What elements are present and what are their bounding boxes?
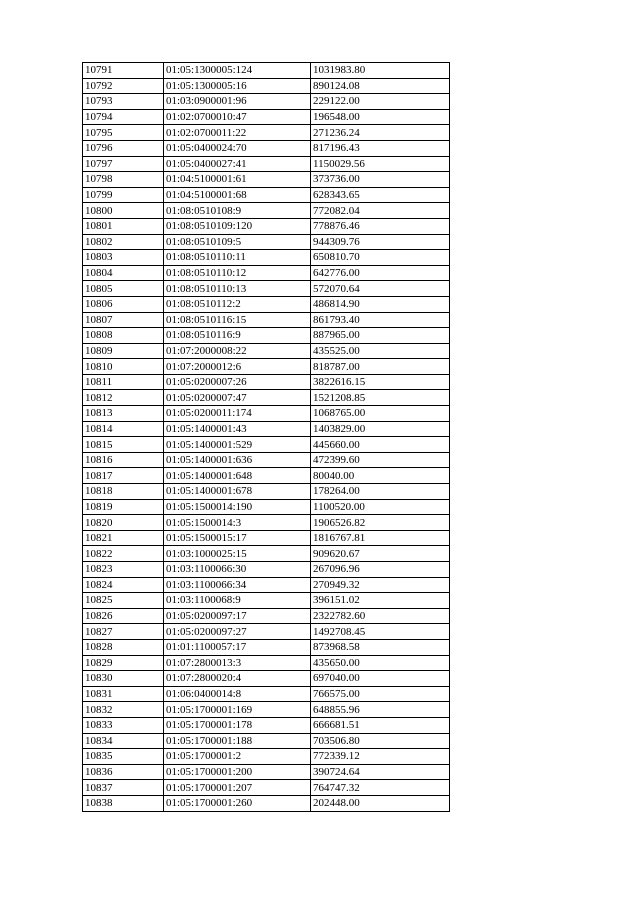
table-row (83, 749, 450, 765)
table-row (83, 515, 450, 531)
value-cell: 229122.00 (311, 94, 450, 110)
cadastral-number-cell: 01:05:1700001:188 (164, 733, 311, 749)
row-number-cell: 10835 (83, 749, 164, 765)
row-number-cell: 10791 (83, 63, 164, 79)
cadastral-number-cell: 01:03:1100066:30 (164, 562, 311, 578)
cadastral-number-cell: 01:03:1000025:15 (164, 546, 311, 562)
value-cell: 764747.32 (311, 780, 450, 796)
row-number-cell: 10793 (83, 94, 164, 110)
table-row (83, 624, 450, 640)
row-number-cell: 10820 (83, 515, 164, 531)
table-row (83, 655, 450, 671)
cadastral-number-cell: 01:07:2800013:3 (164, 655, 311, 671)
cadastral-number-cell: 01:05:1400001:678 (164, 484, 311, 500)
value-cell: 396151.02 (311, 593, 450, 609)
cadastral-number-cell: 01:05:0400027:41 (164, 156, 311, 172)
value-cell: 628343.65 (311, 187, 450, 203)
value-cell: 1100520.00 (311, 499, 450, 515)
table-row (83, 702, 450, 718)
row-number-cell: 10833 (83, 717, 164, 733)
row-number-cell: 10805 (83, 281, 164, 297)
row-number-cell: 10812 (83, 390, 164, 406)
row-number-cell: 10829 (83, 655, 164, 671)
value-cell: 648855.96 (311, 702, 450, 718)
value-cell: 196548.00 (311, 109, 450, 125)
cadastral-number-cell: 01:05:1500015:17 (164, 530, 311, 546)
table-row (83, 218, 450, 234)
cadastral-number-cell: 01:05:1500014:190 (164, 499, 311, 515)
table-row (83, 265, 450, 281)
value-cell: 861793.40 (311, 312, 450, 328)
value-cell: 271236.24 (311, 125, 450, 141)
table-row (83, 78, 450, 94)
table-row (83, 795, 450, 811)
row-number-cell: 10814 (83, 421, 164, 437)
cadastral-number-cell: 01:01:1100057:17 (164, 639, 311, 655)
value-cell: 1906526.82 (311, 515, 450, 531)
value-cell: 1403829.00 (311, 421, 450, 437)
value-cell: 772339.12 (311, 749, 450, 765)
row-number-cell: 10826 (83, 608, 164, 624)
value-cell: 1521208.85 (311, 390, 450, 406)
value-cell: 818787.00 (311, 359, 450, 375)
table-row (83, 203, 450, 219)
table-row (83, 63, 450, 79)
row-number-cell: 10816 (83, 452, 164, 468)
row-number-cell: 10806 (83, 296, 164, 312)
value-cell: 642776.00 (311, 265, 450, 281)
table-row (83, 406, 450, 422)
value-cell: 666681.51 (311, 717, 450, 733)
value-cell: 766575.00 (311, 686, 450, 702)
table-row (83, 484, 450, 500)
table-row (83, 359, 450, 375)
value-cell: 650810.70 (311, 250, 450, 266)
value-cell: 373736.00 (311, 172, 450, 188)
table-row (83, 140, 450, 156)
row-number-cell: 10799 (83, 187, 164, 203)
value-cell: 572070.64 (311, 281, 450, 297)
row-number-cell: 10807 (83, 312, 164, 328)
value-cell: 890124.08 (311, 78, 450, 94)
table-row (83, 312, 450, 328)
cadastral-number-cell: 01:06:0400014:8 (164, 686, 311, 702)
row-number-cell: 10827 (83, 624, 164, 640)
table-row (83, 671, 450, 687)
row-number-cell: 10810 (83, 359, 164, 375)
row-number-cell: 10796 (83, 140, 164, 156)
cadastral-number-cell: 01:05:1700001:207 (164, 780, 311, 796)
cadastral-number-cell: 01:05:1700001:178 (164, 717, 311, 733)
row-number-cell: 10797 (83, 156, 164, 172)
value-cell: 435525.00 (311, 343, 450, 359)
cadastral-number-cell: 01:02:0700010:47 (164, 109, 311, 125)
value-cell: 2322782.60 (311, 608, 450, 624)
table-row (83, 94, 450, 110)
table-row (83, 234, 450, 250)
table-row (83, 577, 450, 593)
cadastral-number-cell: 01:07:2000008:22 (164, 343, 311, 359)
cadastral-number-cell: 01:05:1400001:648 (164, 468, 311, 484)
cadastral-number-cell: 01:07:2800020:4 (164, 671, 311, 687)
table-row (83, 764, 450, 780)
cadastral-number-cell: 01:04:5100001:61 (164, 172, 311, 188)
cadastral-number-cell: 01:05:1700001:260 (164, 795, 311, 811)
cadastral-number-cell: 01:08:0510110:11 (164, 250, 311, 266)
cadastral-number-cell: 01:04:5100001:68 (164, 187, 311, 203)
table-row (83, 468, 450, 484)
value-cell: 1816767.81 (311, 530, 450, 546)
value-cell: 80040.00 (311, 468, 450, 484)
value-cell: 1150029.56 (311, 156, 450, 172)
row-number-cell: 10792 (83, 78, 164, 94)
row-number-cell: 10819 (83, 499, 164, 515)
cadastral-number-cell: 01:05:0200011:174 (164, 406, 311, 422)
value-cell: 390724.64 (311, 764, 450, 780)
cadastral-number-cell: 01:03:1100066:34 (164, 577, 311, 593)
value-cell: 873968.58 (311, 639, 450, 655)
row-number-cell: 10802 (83, 234, 164, 250)
table-row (83, 109, 450, 125)
value-cell: 445660.00 (311, 437, 450, 453)
value-cell: 944309.76 (311, 234, 450, 250)
table-row (83, 562, 450, 578)
table-row (83, 717, 450, 733)
table-body (83, 63, 450, 812)
table-row (83, 639, 450, 655)
value-cell: 772082.04 (311, 203, 450, 219)
cadastral-number-cell: 01:05:1700001:169 (164, 702, 311, 718)
value-cell: 697040.00 (311, 671, 450, 687)
table-row (83, 593, 450, 609)
value-cell: 1068765.00 (311, 406, 450, 422)
row-number-cell: 10795 (83, 125, 164, 141)
cadastral-number-cell: 01:08:0510116:9 (164, 328, 311, 344)
table-row (83, 686, 450, 702)
cadastral-number-cell: 01:08:0510110:12 (164, 265, 311, 281)
row-number-cell: 10801 (83, 218, 164, 234)
value-cell: 778876.46 (311, 218, 450, 234)
value-cell: 486814.90 (311, 296, 450, 312)
row-number-cell: 10815 (83, 437, 164, 453)
cadastral-number-cell: 01:07:2000012:6 (164, 359, 311, 375)
row-number-cell: 10808 (83, 328, 164, 344)
cadastral-number-cell: 01:08:0510110:13 (164, 281, 311, 297)
cadastral-number-cell: 01:05:1300005:124 (164, 63, 311, 79)
row-number-cell: 10822 (83, 546, 164, 562)
row-number-cell: 10828 (83, 639, 164, 655)
row-number-cell: 10832 (83, 702, 164, 718)
cadastral-number-cell: 01:08:0510109:120 (164, 218, 311, 234)
row-number-cell: 10836 (83, 764, 164, 780)
value-cell: 435650.00 (311, 655, 450, 671)
cadastral-number-cell: 01:05:0200097:17 (164, 608, 311, 624)
table-row (83, 780, 450, 796)
row-number-cell: 10831 (83, 686, 164, 702)
row-number-cell: 10818 (83, 484, 164, 500)
table-row (83, 296, 450, 312)
value-cell: 202448.00 (311, 795, 450, 811)
row-number-cell: 10824 (83, 577, 164, 593)
row-number-cell: 10803 (83, 250, 164, 266)
row-number-cell: 10817 (83, 468, 164, 484)
value-cell: 703506.80 (311, 733, 450, 749)
cadastral-number-cell: 01:08:0510112:2 (164, 296, 311, 312)
value-cell: 3822616.15 (311, 374, 450, 390)
table-row (83, 733, 450, 749)
cadastral-number-cell: 01:03:0900001:96 (164, 94, 311, 110)
row-number-cell: 10823 (83, 562, 164, 578)
value-cell: 887965.00 (311, 328, 450, 344)
row-number-cell: 10804 (83, 265, 164, 281)
cadastral-number-cell: 01:08:0510109:5 (164, 234, 311, 250)
table-row (83, 452, 450, 468)
cadastral-number-cell: 01:08:0510116:15 (164, 312, 311, 328)
cadastral-number-cell: 01:05:0200097:27 (164, 624, 311, 640)
value-cell: 909620.67 (311, 546, 450, 562)
row-number-cell: 10800 (83, 203, 164, 219)
cadastral-number-cell: 01:05:0200007:47 (164, 390, 311, 406)
table-row (83, 390, 450, 406)
row-number-cell: 10825 (83, 593, 164, 609)
value-cell: 267096.96 (311, 562, 450, 578)
value-cell: 1031983.80 (311, 63, 450, 79)
cadastral-number-cell: 01:02:0700011:22 (164, 125, 311, 141)
cadastral-number-cell: 01:05:1400001:636 (164, 452, 311, 468)
value-cell: 817196.43 (311, 140, 450, 156)
cadastral-number-cell: 01:05:0400024:70 (164, 140, 311, 156)
row-number-cell: 10838 (83, 795, 164, 811)
row-number-cell: 10834 (83, 733, 164, 749)
cadastral-number-cell: 01:05:1700001:200 (164, 764, 311, 780)
row-number-cell: 10821 (83, 530, 164, 546)
cadastral-number-cell: 01:05:1400001:529 (164, 437, 311, 453)
row-number-cell: 10813 (83, 406, 164, 422)
data-table (82, 62, 450, 812)
cadastral-number-cell: 01:03:1100068:9 (164, 593, 311, 609)
value-cell: 270949.32 (311, 577, 450, 593)
table-row (83, 421, 450, 437)
cadastral-number-cell: 01:05:1300005:16 (164, 78, 311, 94)
cadastral-number-cell: 01:08:0510108:9 (164, 203, 311, 219)
table-row (83, 172, 450, 188)
table-row (83, 187, 450, 203)
row-number-cell: 10809 (83, 343, 164, 359)
table-row (83, 546, 450, 562)
table-row (83, 437, 450, 453)
cadastral-number-cell: 01:05:1400001:43 (164, 421, 311, 437)
row-number-cell: 10794 (83, 109, 164, 125)
value-cell: 472399.60 (311, 452, 450, 468)
table-row (83, 125, 450, 141)
row-number-cell: 10837 (83, 780, 164, 796)
value-cell: 1492708.45 (311, 624, 450, 640)
cadastral-number-cell: 01:05:1700001:2 (164, 749, 311, 765)
table-row (83, 374, 450, 390)
row-number-cell: 10798 (83, 172, 164, 188)
table-row (83, 530, 450, 546)
cadastral-number-cell: 01:05:1500014:3 (164, 515, 311, 531)
table-row (83, 328, 450, 344)
table-row (83, 343, 450, 359)
table-row (83, 281, 450, 297)
row-number-cell: 10830 (83, 671, 164, 687)
value-cell: 178264.00 (311, 484, 450, 500)
cadastral-number-cell: 01:05:0200007:26 (164, 374, 311, 390)
table-row (83, 156, 450, 172)
table-row (83, 499, 450, 515)
table-row (83, 250, 450, 266)
row-number-cell: 10811 (83, 374, 164, 390)
table-row (83, 608, 450, 624)
